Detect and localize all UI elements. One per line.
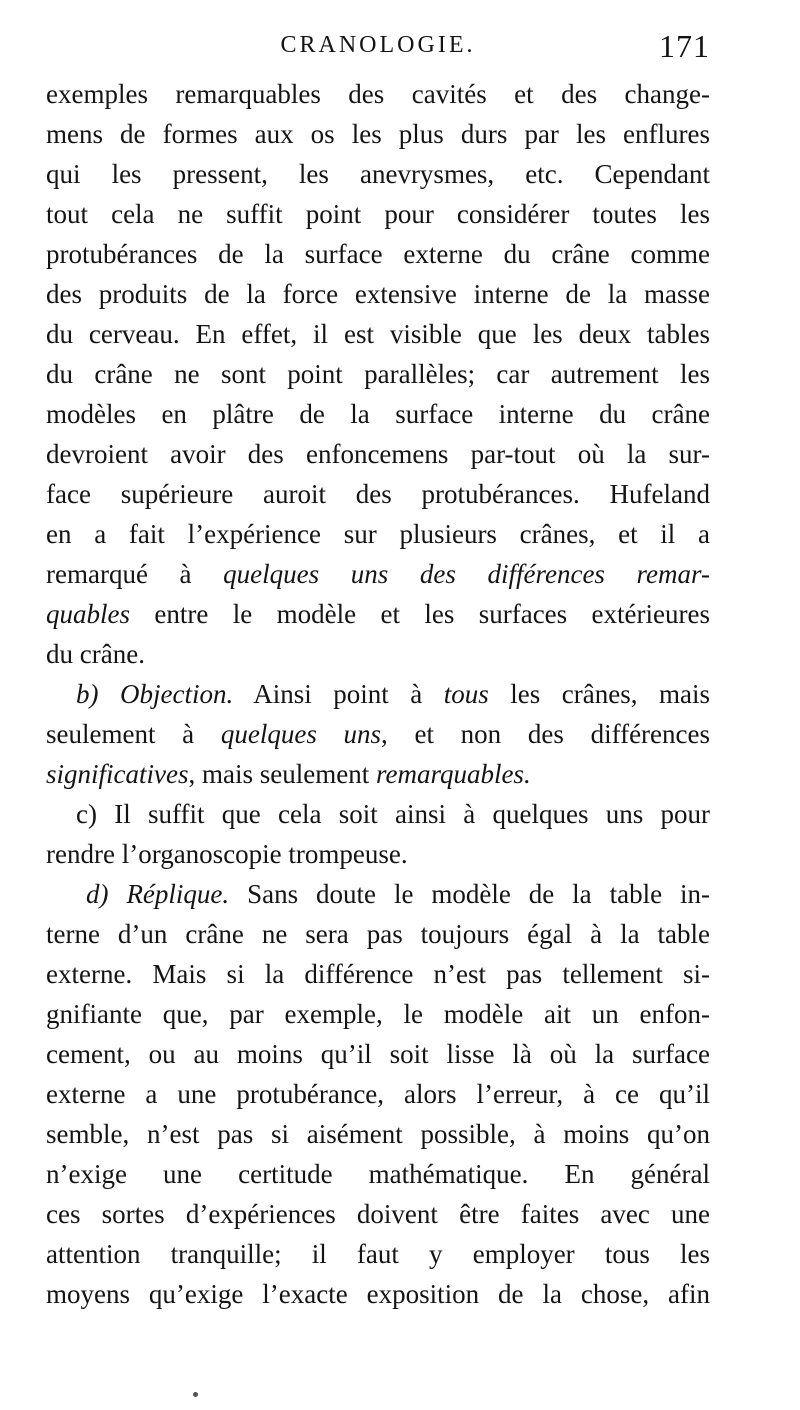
running-title: CRANOLOGIE. bbox=[280, 32, 476, 58]
text-line: externe. Mais si la différence n’est pas tellement si- bbox=[46, 959, 710, 989]
text-line: exemples remarquables des cavités et des change- bbox=[46, 79, 710, 109]
text-span: entre le modèle et les surfaces extérieures bbox=[130, 599, 710, 629]
text-line: rendre l’organoscopie trompeuse. bbox=[46, 839, 408, 869]
body-text bbox=[46, 74, 710, 1314]
text-line bbox=[46, 674, 710, 714]
text-line: gnifiante que, par exemple, le modèle ait un enfon- bbox=[46, 999, 710, 1029]
text-line: mens de formes aux os les plus durs par les enflures bbox=[46, 119, 710, 149]
text-span: , et non des différences bbox=[381, 719, 710, 749]
italic-span: b) bbox=[76, 679, 120, 709]
text-span: remarqué à bbox=[46, 559, 224, 589]
text-line: externe a une protubérance, alors l’erreur, à ce qu’il bbox=[46, 1079, 710, 1109]
text-span: Sans doute le modèle de la table in- bbox=[229, 879, 710, 909]
text-line: en a fait l’expérience sur plusieurs crânes, et il a bbox=[46, 519, 710, 549]
text-line: semble, n’est pas si aisément possible, à moins qu’on bbox=[46, 1119, 710, 1149]
text-line: ces sortes d’expériences doivent être faites avec une bbox=[46, 1199, 710, 1229]
ink-spot bbox=[193, 1392, 198, 1397]
italic-span: quelques uns bbox=[220, 719, 382, 749]
text-span: les crânes, mais bbox=[488, 679, 710, 709]
text-line: tout cela ne suffit point pour considérer toutes les bbox=[46, 199, 710, 229]
italic-span: Objection. bbox=[120, 679, 234, 709]
italic-span: significatives bbox=[46, 759, 189, 789]
running-head bbox=[46, 28, 710, 66]
text-span: seulement à bbox=[46, 719, 221, 749]
text-line bbox=[46, 554, 710, 594]
text-line: du crâne ne sont point parallèles; car autrement les bbox=[46, 359, 710, 389]
text-line: cement, ou au moins qu’il soit lisse là où la surface bbox=[46, 1039, 710, 1069]
text-line bbox=[46, 594, 710, 634]
italic-span: quables bbox=[46, 599, 130, 629]
text-line bbox=[46, 754, 710, 794]
text-line: n’exige une certitude mathématique. En général bbox=[46, 1159, 710, 1189]
text-line: protubérances de la surface externe du crâne comme bbox=[46, 239, 710, 269]
text-line: qui les pressent, les anevrysmes, etc. Cependant bbox=[46, 159, 710, 189]
text-line: modèles en plâtre de la surface interne du crâne bbox=[46, 399, 710, 429]
text-line bbox=[46, 874, 710, 914]
italic-span: Réplique. bbox=[126, 879, 230, 909]
italic-span: d) bbox=[86, 879, 127, 909]
text-line: c) Il suffit que cela soit ainsi à quelques uns pour bbox=[76, 799, 710, 829]
italic-span: tous bbox=[443, 679, 489, 709]
page-number: 171 bbox=[659, 28, 710, 64]
text-line: terne d’un crâne ne sera pas toujours égal à la table bbox=[46, 919, 710, 949]
text-line: moyens qu’exige l’exacte exposition de la chose, afin bbox=[46, 1279, 710, 1309]
text-line: attention tranquille; il faut y employer tous les bbox=[46, 1239, 710, 1269]
text-span: Ainsi point à bbox=[233, 679, 444, 709]
text-line bbox=[46, 714, 710, 754]
text-line: des produits de la force extensive interne de la masse bbox=[46, 279, 710, 309]
text-span: , mais seulement bbox=[188, 759, 376, 789]
italic-span: quelques uns des différences remar- bbox=[223, 559, 710, 589]
text-line: du cerveau. En effet, il est visible que les deux tables bbox=[46, 319, 710, 349]
text-line: devroient avoir des enfoncemens par-tout où la sur- bbox=[46, 439, 710, 469]
italic-span: remarquables. bbox=[375, 759, 531, 789]
text-line: face supérieure auroit des protubérances. Hufeland bbox=[46, 479, 710, 509]
text-line: du crâne. bbox=[46, 639, 145, 669]
